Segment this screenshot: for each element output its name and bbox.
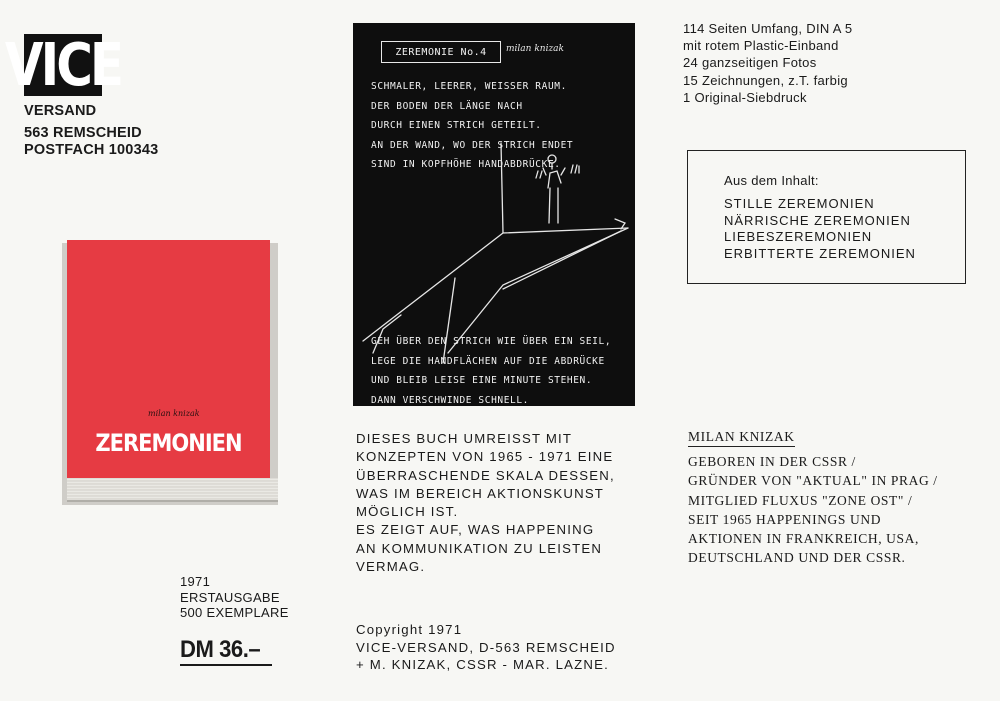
edition-label: ERSTAUSGABE [180, 590, 280, 605]
description-line: WAS IM BEREICH AKTIONSKUNST [356, 485, 605, 501]
bio-line: DEUTSCHLAND UND DER CSSR. [688, 550, 906, 566]
spec-line: 1 Original-Siebdruck [683, 89, 807, 105]
blackboard-title: ZEREMONIE No.4 [395, 46, 487, 58]
description-line: DIESES BUCH UMREISST MIT [356, 431, 573, 446]
bio-line: SEIT 1965 HAPPENINGS UND [688, 511, 882, 527]
spec-line: 24 ganzseitigen Fotos [683, 55, 817, 71]
contents-item: LIEBESZEREMONIEN [724, 229, 873, 244]
book-page-edges [67, 478, 278, 502]
publisher-name: VERSAND [24, 103, 97, 119]
book-cover-title: ZEREMONIEN [95, 429, 242, 457]
edition-copies: 500 EXEMPLARE [180, 605, 289, 620]
blackboard-line: AN DER WAND, WO DER STRICH ENDET [371, 139, 574, 151]
contents-heading: Aus dem Inhalt: [724, 173, 819, 188]
description [356, 430, 615, 576]
publisher-city: 563 REMSCHEID [24, 125, 142, 141]
spec-line: 15 Zeichnungen, z.T. farbig [683, 72, 848, 88]
contents-item: ERBITTERTE ZEREMONIEN [724, 245, 916, 261]
logo-text: VICE [4, 30, 122, 100]
price: DM 36.– [180, 636, 261, 663]
description-line: AN KOMMUNIKATION ZU LEISTEN [356, 540, 603, 556]
blackboard-line: SIND IN KOPFHÖHE HANDABDRÜCKE. [371, 159, 561, 170]
book-cover-signature: milan knizak [148, 409, 200, 418]
specs [683, 20, 852, 106]
blackboard-signature: milan knizak [506, 44, 565, 54]
description-line: ÜBERRASCHENDE SKALA DESSEN, [356, 467, 615, 483]
description-line: KONZEPTEN VON 1965 - 1971 EINE [356, 449, 614, 465]
blackboard-line: UND BLEIB LEISE EINE MINUTE STEHEN. [371, 375, 593, 386]
contents-list [724, 196, 916, 262]
blackboard-bottom-text [371, 332, 611, 410]
author-name: MILAN KNIZAK [688, 427, 795, 447]
blackboard-line: GEH ÜBER DEN STRICH WIE ÜBER EIN SEIL, [371, 336, 612, 347]
bio-line: GEBOREN IN DER CSSR / [688, 454, 856, 469]
copyright [356, 621, 616, 674]
description-line: ES ZEIGT AUF, WAS HAPPENING [356, 522, 595, 538]
contents-item: NÄRRISCHE ZEREMONIEN [724, 212, 911, 228]
author-bio [688, 452, 938, 568]
copyright-line: VICE-VERSAND, D-563 REMSCHEID [356, 639, 616, 655]
blackboard-line: DANN VERSCHWINDE SCHNELL. [371, 394, 529, 406]
blackboard-line: DER BODEN DER LÄNGE NACH [371, 100, 523, 112]
bio-line: MITGLIED FLUXUS "ZONE OST" / [688, 492, 913, 508]
description-line: MÖGLICH IST. [356, 504, 459, 520]
spec-line: 114 Seiten Umfang, DIN A 5 [683, 21, 853, 36]
copyright-line: Copyright 1971 [356, 622, 463, 637]
price-underline [180, 664, 272, 666]
blackboard-line: DURCH EINEN STRICH GETEILT. [371, 120, 542, 131]
blackboard-line: SCHMALER, LEERER, WEISSER RAUM. [371, 81, 567, 92]
edition-year: 1971 [180, 574, 211, 589]
bio-line: GRÜNDER VON "AKTUAL" IN PRAG / [688, 473, 938, 489]
vice-logo [4, 30, 122, 100]
description-line: VERMAG. [356, 559, 426, 575]
contents-item: STILLE ZEREMONIEN [724, 196, 875, 211]
spec-line: mit rotem Plastic-Einband [683, 38, 839, 54]
bio-line: AKTIONEN IN FRANKREICH, USA, [688, 531, 919, 547]
copyright-line: + M. KNIZAK, CSSR - MAR. LAZNE. [356, 657, 609, 672]
blackboard-line: LEGE DIE HANDFLÄCHEN AUF DIE ABDRÜCKE [371, 355, 605, 367]
publisher-postbox: POSTFACH 100343 [24, 142, 159, 158]
